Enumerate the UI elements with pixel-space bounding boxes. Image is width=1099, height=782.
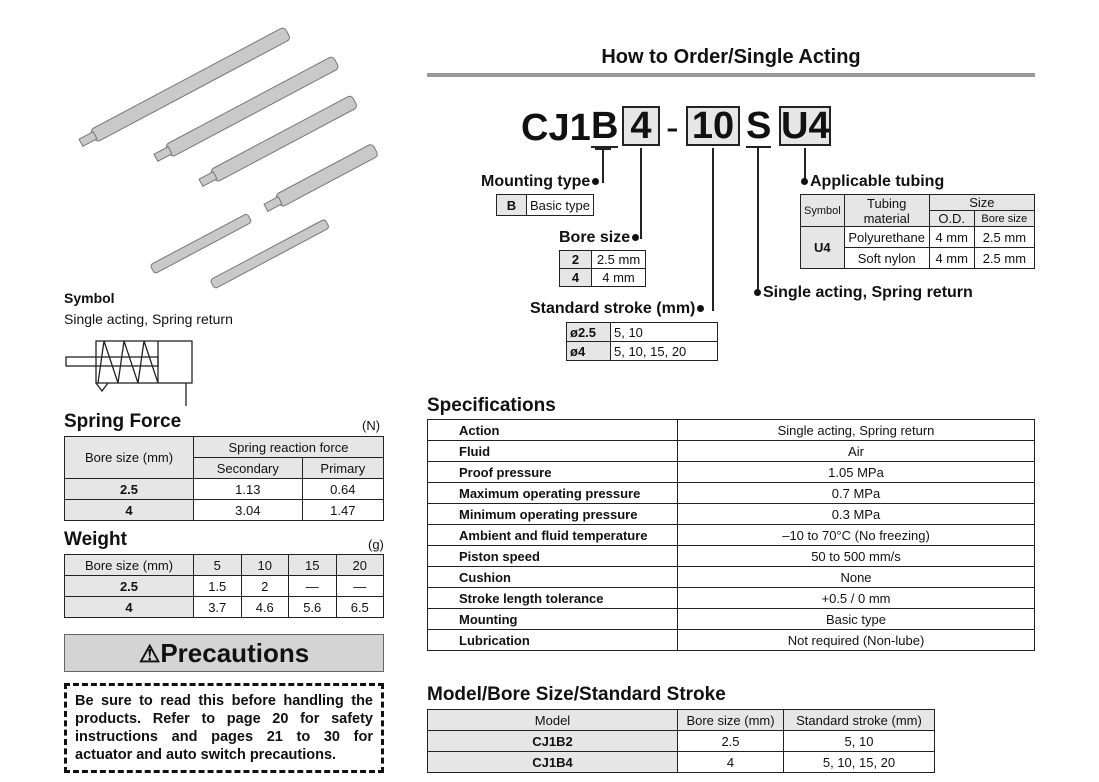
spec-value: 50 to 500 mm/s [678, 546, 1035, 567]
spec-label: Proof pressure [428, 462, 678, 483]
cell: 2.5 [678, 731, 784, 752]
cell: 1.5 [194, 576, 242, 597]
specs-heading: Specifications [427, 395, 556, 416]
tubing-table [800, 194, 1035, 269]
weight-unit: (g) [368, 537, 384, 552]
title-rule [427, 73, 1035, 77]
cell: Polyurethane [844, 227, 929, 248]
cell: ø2.5 [567, 323, 611, 342]
spec-label: Piston speed [428, 546, 678, 567]
cell: Tubing material [844, 195, 929, 227]
spec-value: 1.05 MPa [678, 462, 1035, 483]
spring-force-table [64, 436, 384, 521]
spec-label: Minimum operating pressure [428, 504, 678, 525]
warning-icon: ⚠ [138, 641, 161, 668]
symbol-heading: Symbol [64, 290, 115, 306]
cell: 2.5 [65, 479, 194, 500]
cell: 0.64 [302, 479, 383, 500]
code-mount: B [591, 105, 619, 147]
spec-row [428, 525, 1035, 546]
code-action: S [746, 105, 772, 147]
spec-row [428, 483, 1035, 504]
spec-row [428, 630, 1035, 651]
mounting-label: Mounting type [481, 173, 601, 191]
stroke-label: Standard stroke (mm) [530, 300, 706, 318]
spec-row [428, 609, 1035, 630]
spec-label: Maximum operating pressure [428, 483, 678, 504]
cell: 5, 10, 15, 20 [611, 342, 718, 361]
h-pri: Primary [302, 458, 383, 479]
code-bore: 4 [622, 106, 660, 146]
cell: 6.5 [336, 597, 384, 618]
cell: — [289, 576, 337, 597]
cell: 2 [560, 251, 592, 269]
spec-label: Fluid [428, 441, 678, 462]
cell: 5.6 [289, 597, 337, 618]
cell: 4.6 [241, 597, 289, 618]
models-heading: Model/Bore Size/Standard Stroke [427, 684, 726, 705]
specs-table [427, 419, 1035, 651]
bore-label: Bore size [559, 229, 641, 247]
spec-value: –10 to 70°C (No freezing) [678, 525, 1035, 546]
cell: CJ1B2 [428, 731, 678, 752]
code-dash: - [666, 107, 679, 149]
precautions-banner [64, 634, 384, 672]
cell: 3.04 [194, 500, 303, 521]
cell: ø4 [567, 342, 611, 361]
spec-value: 0.7 MPa [678, 483, 1035, 504]
cell: 4 mm [929, 248, 974, 269]
cell: 4 mm [592, 269, 646, 287]
cell: 5, 10 [784, 731, 935, 752]
spec-value: Air [678, 441, 1035, 462]
cell: 4 mm [929, 227, 974, 248]
cell: B [497, 195, 527, 216]
cell: Bore size [974, 211, 1034, 227]
cell: 10 [241, 555, 289, 576]
stroke-table [566, 322, 718, 361]
symbol-text: Single acting, Spring return [64, 311, 233, 327]
h-bore: Bore size (mm) [65, 437, 194, 479]
spec-value: +0.5 / 0 mm [678, 588, 1035, 609]
cell: 2.5 mm [974, 227, 1034, 248]
cell: 2 [241, 576, 289, 597]
cell: 2.5 [65, 576, 194, 597]
spec-label: Stroke length tolerance [428, 588, 678, 609]
h-bore: Bore size (mm) [65, 555, 194, 576]
spec-row [428, 441, 1035, 462]
cell: Soft nylon [844, 248, 929, 269]
page-title: How to Order/Single Acting [601, 46, 861, 68]
spec-value: 0.3 MPa [678, 504, 1035, 525]
cell: 1.47 [302, 500, 383, 521]
spec-row [428, 504, 1035, 525]
cell: CJ1B4 [428, 752, 678, 773]
cell: 5, 10 [611, 323, 718, 342]
spec-value: None [678, 567, 1035, 588]
spec-row [428, 588, 1035, 609]
mounting-table [496, 194, 594, 216]
cylinder-symbol-icon [64, 338, 196, 408]
spec-row [428, 567, 1035, 588]
h-sec: Secondary [194, 458, 303, 479]
code-tubing: U4 [781, 105, 830, 147]
cell: O.D. [929, 211, 974, 227]
cell: 5 [194, 555, 242, 576]
cell: Standard stroke (mm) [784, 710, 935, 731]
cell: 4 [65, 597, 194, 618]
spec-label: Cushion [428, 567, 678, 588]
precautions-heading: Precautions [160, 638, 310, 668]
spring-unit: (N) [362, 418, 381, 433]
spec-label: Lubrication [428, 630, 678, 651]
cell: 3.7 [194, 597, 242, 618]
cell: 2.5 mm [974, 248, 1034, 269]
product-photo [70, 10, 390, 290]
precautions-text: Be sure to read this before handling the products. Refer to page 20 for safety instructions and pages 21 to 30 for actuator and auto switch precautions. [64, 683, 384, 773]
cell: 20 [336, 555, 384, 576]
spec-value: Basic type [678, 609, 1035, 630]
cell: 15 [289, 555, 337, 576]
spec-row [428, 546, 1035, 567]
h-force: Spring reaction force [194, 437, 384, 458]
cell: Size [929, 195, 1034, 211]
spec-label: Ambient and fluid temperature [428, 525, 678, 546]
code-prefix: CJ1 [521, 107, 591, 149]
spec-label: Mounting [428, 609, 678, 630]
spec-label: Action [428, 420, 678, 441]
spec-value: Single acting, Spring return [678, 420, 1035, 441]
spec-value: Not required (Non-lube) [678, 630, 1035, 651]
cell: 4 [65, 500, 194, 521]
bore-table [559, 250, 646, 287]
models-table [427, 709, 935, 773]
cell: — [336, 576, 384, 597]
cell: 4 [560, 269, 592, 287]
cell: 2.5 mm [592, 251, 646, 269]
spec-row [428, 420, 1035, 441]
cell: 1.13 [194, 479, 303, 500]
tubing-label: Applicable tubing [799, 173, 944, 191]
cell: Basic type [527, 195, 594, 216]
cell: 4 [678, 752, 784, 773]
weight-table [64, 554, 384, 618]
spec-row [428, 462, 1035, 483]
cell: U4 [801, 227, 845, 269]
cell: Model [428, 710, 678, 731]
spring-force-heading: Spring Force [64, 411, 182, 432]
weight-heading: Weight [64, 529, 127, 550]
action-label: Single acting, Spring return [752, 284, 973, 302]
cell: Bore size (mm) [678, 710, 784, 731]
code-stroke: 10 [686, 106, 740, 146]
cell: 5, 10, 15, 20 [784, 752, 935, 773]
cell: Symbol [801, 195, 845, 227]
